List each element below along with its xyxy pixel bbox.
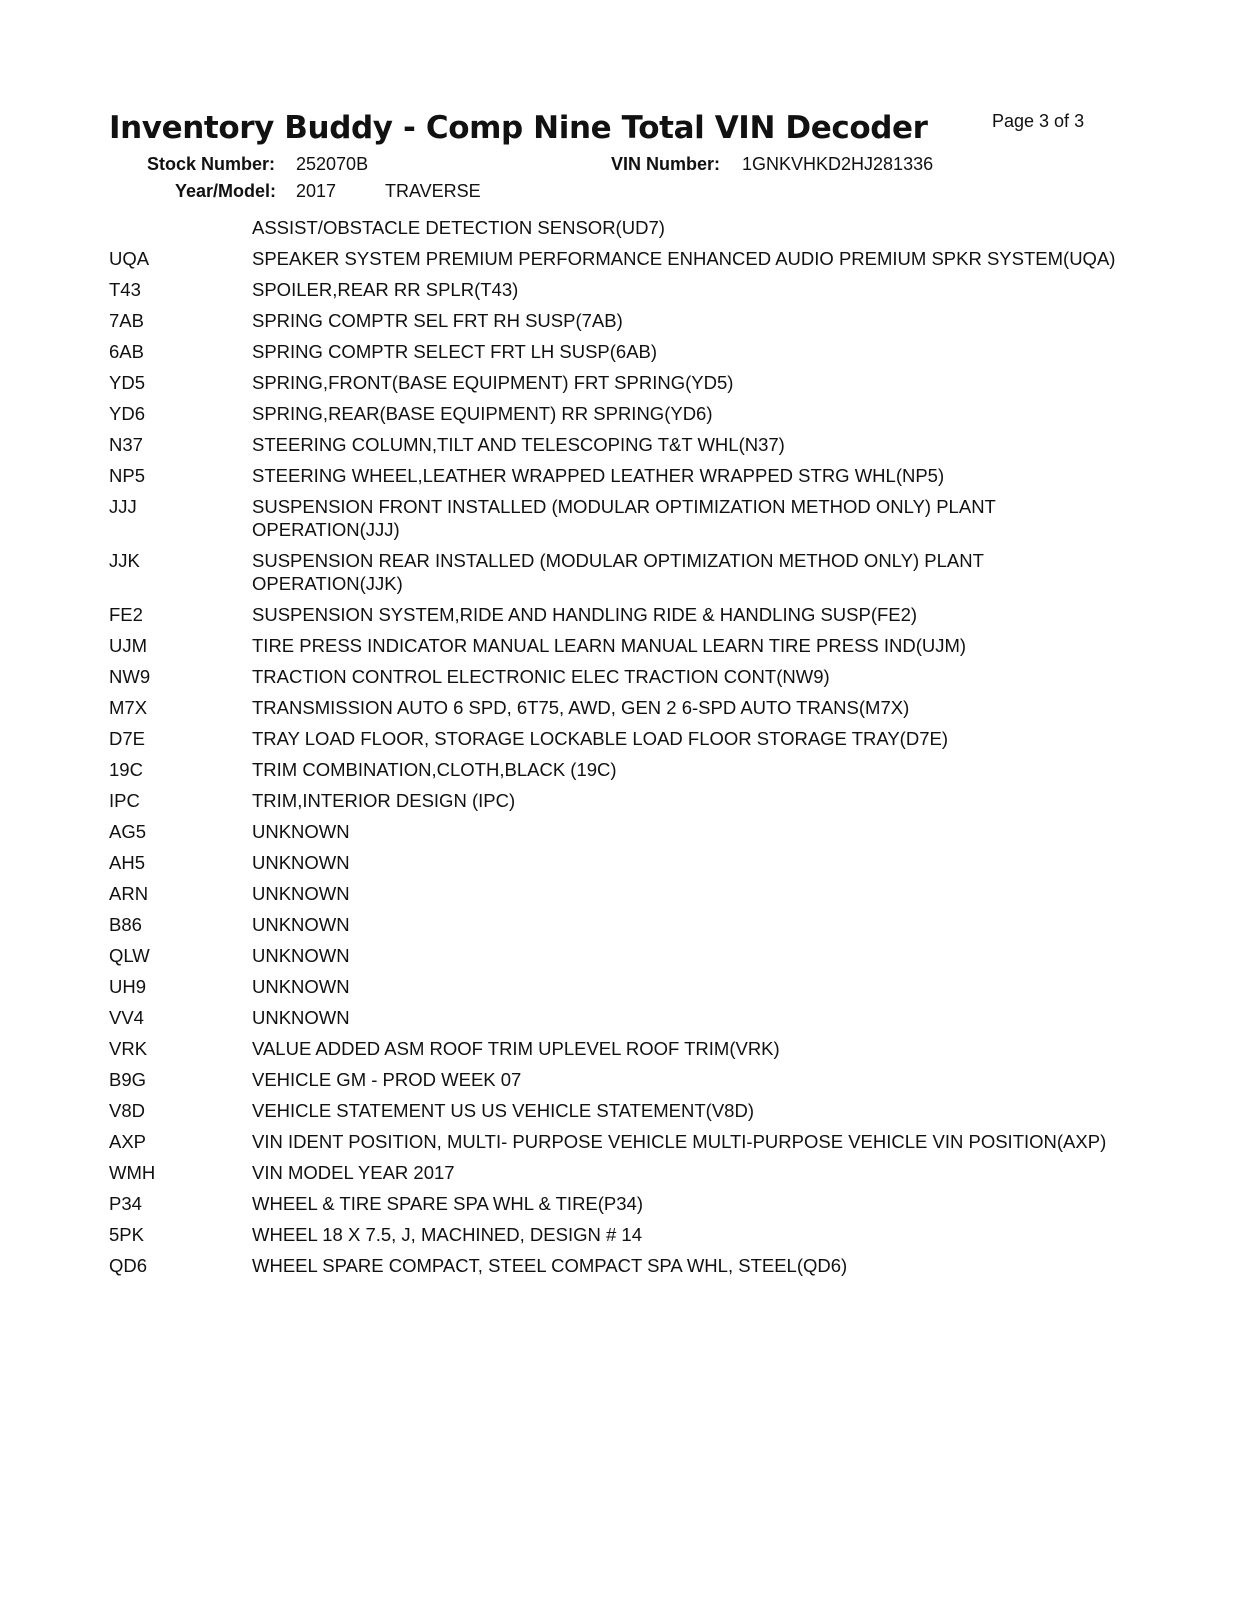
year-model-label — [175, 181, 276, 202]
option-code: 19C — [109, 759, 143, 780]
option-row — [109, 549, 1129, 595]
option-code: JJK — [109, 550, 140, 571]
option-description: SPRING COMPTR SELECT FRT LH SUSP(6AB) — [252, 341, 658, 362]
option-row — [109, 665, 1129, 688]
option-row — [109, 216, 1129, 239]
option-code: ARN — [109, 883, 149, 904]
option-description: SPEAKER SYSTEM PREMIUM PERFORMANCE ENHANCED AUDIO PREMIUM SPKR SYSTEM(UQA) — [252, 248, 1116, 269]
option-row — [109, 789, 1129, 812]
option-row — [109, 464, 1129, 487]
option-description: UNKNOWN — [252, 883, 350, 904]
option-description: UNKNOWN — [252, 852, 350, 873]
option-row — [109, 634, 1129, 657]
option-row — [109, 696, 1129, 719]
option-description: TRIM,INTERIOR DESIGN (IPC) — [252, 790, 516, 811]
option-row — [109, 758, 1129, 781]
option-description: SPRING COMPTR SEL FRT RH SUSP(7AB) — [252, 310, 623, 331]
option-row — [109, 1006, 1129, 1029]
option-code: 7AB — [109, 310, 144, 331]
option-row — [109, 603, 1129, 626]
option-code: VV4 — [109, 1007, 144, 1028]
option-code: NW9 — [109, 666, 151, 687]
option-row — [109, 944, 1129, 967]
option-description: SUSPENSION SYSTEM,RIDE AND HANDLING RIDE & HANDLING SUSP(FE2) — [252, 604, 918, 625]
option-code: WMH — [109, 1162, 156, 1183]
option-code: 6AB — [109, 341, 144, 362]
option-row — [109, 433, 1129, 456]
option-row — [109, 247, 1129, 270]
option-row — [109, 278, 1129, 301]
option-code: YD6 — [109, 403, 145, 424]
stock-number-label — [147, 154, 275, 175]
option-description: STEERING COLUMN,TILT AND TELESCOPING T&T WHL(N37) — [252, 434, 785, 455]
option-code: QLW — [109, 945, 150, 966]
option-description: VALUE ADDED ASM ROOF TRIM UPLEVEL ROOF TRIM(VRK) — [252, 1038, 780, 1059]
year-value: 2017 — [296, 181, 337, 201]
option-row — [109, 1130, 1129, 1153]
option-code: FE2 — [109, 604, 143, 625]
stock-number-label-text: Stock Number: — [147, 154, 276, 174]
option-code: UH9 — [109, 976, 147, 997]
option-description: TRACTION CONTROL ELECTRONIC ELEC TRACTION CONT(NW9) — [252, 666, 830, 687]
option-row — [109, 371, 1129, 394]
option-description: WHEEL SPARE COMPACT, STEEL COMPACT SPA WHL, STEEL(QD6) — [252, 1255, 848, 1276]
stock-number-value: 252070B — [296, 154, 369, 174]
page-number: Page 3 of 3 — [992, 111, 1085, 131]
option-description: SPOILER,REAR RR SPLR(T43) — [252, 279, 519, 300]
option-description: TRIM COMBINATION,CLOTH,BLACK (19C) — [252, 759, 617, 780]
option-row — [109, 727, 1129, 750]
option-description: UNKNOWN — [252, 1007, 350, 1028]
option-code: JJJ — [109, 496, 137, 517]
option-description: TRANSMISSION AUTO 6 SPD, 6T75, AWD, GEN 2 6-SPD AUTO TRANS(M7X) — [252, 697, 910, 718]
option-description: VEHICLE STATEMENT US US VEHICLE STATEMENT(V8D) — [252, 1100, 754, 1121]
option-code: B9G — [109, 1069, 147, 1090]
option-row — [109, 309, 1129, 332]
option-row — [109, 495, 1129, 541]
option-code: UQA — [109, 248, 150, 269]
option-description: ASSIST/OBSTACLE DETECTION SENSOR(UD7) — [252, 217, 665, 238]
option-row — [109, 820, 1129, 843]
model-value: TRAVERSE — [385, 181, 481, 201]
option-description: UNKNOWN — [252, 976, 350, 997]
option-row — [109, 1223, 1129, 1246]
option-description: UNKNOWN — [252, 945, 350, 966]
option-description: SUSPENSION FRONT INSTALLED (MODULAR OPTIMIZATION METHOD ONLY) PLANT OPERATION(JJJ) — [252, 496, 996, 540]
option-code: AG5 — [109, 821, 147, 842]
option-description: WHEEL & TIRE SPARE SPA WHL & TIRE(P34) — [252, 1193, 644, 1214]
option-code: AH5 — [109, 852, 145, 873]
option-row — [109, 402, 1129, 425]
option-row — [109, 1161, 1129, 1184]
option-row — [109, 1099, 1129, 1122]
option-code: IPC — [109, 790, 140, 811]
option-code: V8D — [109, 1100, 145, 1121]
option-description: UNKNOWN — [252, 914, 350, 935]
option-code: M7X — [109, 697, 148, 718]
option-row — [109, 1037, 1129, 1060]
option-row — [109, 882, 1129, 905]
option-row — [109, 913, 1129, 936]
option-row — [109, 1068, 1129, 1091]
option-row — [109, 340, 1129, 363]
option-code: T43 — [109, 279, 141, 300]
option-row — [109, 1254, 1129, 1277]
option-row — [109, 851, 1129, 874]
option-description: SUSPENSION REAR INSTALLED (MODULAR OPTIMIZATION METHOD ONLY) PLANT OPERATION(JJK) — [252, 550, 984, 594]
option-description: TRAY LOAD FLOOR, STORAGE LOCKABLE LOAD FLOOR STORAGE TRAY(D7E) — [252, 728, 948, 749]
option-row — [109, 1192, 1129, 1215]
option-description: VIN IDENT POSITION, MULTI- PURPOSE VEHICLE MULTI-PURPOSE VEHICLE VIN POSITION(AXP) — [252, 1131, 1107, 1152]
vin-number-label-text: VIN Number: — [611, 154, 721, 174]
option-description: STEERING WHEEL,LEATHER WRAPPED LEATHER WRAPPED STRG WHL(NP5) — [252, 465, 945, 486]
option-description: WHEEL 18 X 7.5, J, MACHINED, DESIGN # 14 — [252, 1224, 642, 1245]
option-code: N37 — [109, 434, 143, 455]
vin-number-label — [611, 154, 720, 175]
option-description: TIRE PRESS INDICATOR MANUAL LEARN MANUAL LEARN TIRE PRESS IND(UJM) — [252, 635, 967, 656]
option-code: D7E — [109, 728, 145, 749]
option-code: AXP — [109, 1131, 147, 1152]
option-description: VEHICLE GM - PROD WEEK 07 — [252, 1069, 522, 1090]
option-code: B86 — [109, 914, 142, 935]
option-description: VIN MODEL YEAR 2017 — [252, 1162, 455, 1183]
vin-number-value: 1GNKVHKD2HJ281336 — [742, 154, 934, 174]
option-code: YD5 — [109, 372, 145, 393]
option-code: UJM — [109, 635, 148, 656]
report-title: Inventory Buddy - Comp Nine Total VIN Decoder — [109, 110, 928, 146]
option-code-list — [109, 216, 1129, 1285]
option-description: UNKNOWN — [252, 821, 350, 842]
option-code: P34 — [109, 1193, 142, 1214]
option-code: NP5 — [109, 465, 145, 486]
option-code: 5PK — [109, 1224, 144, 1245]
option-code: VRK — [109, 1038, 148, 1059]
option-description: SPRING,FRONT(BASE EQUIPMENT) FRT SPRING(YD5) — [252, 372, 734, 393]
option-row — [109, 975, 1129, 998]
year-model-label-text: Year/Model: — [175, 181, 277, 201]
option-code: QD6 — [109, 1255, 148, 1276]
option-description: SPRING,REAR(BASE EQUIPMENT) RR SPRING(YD6) — [252, 403, 713, 424]
